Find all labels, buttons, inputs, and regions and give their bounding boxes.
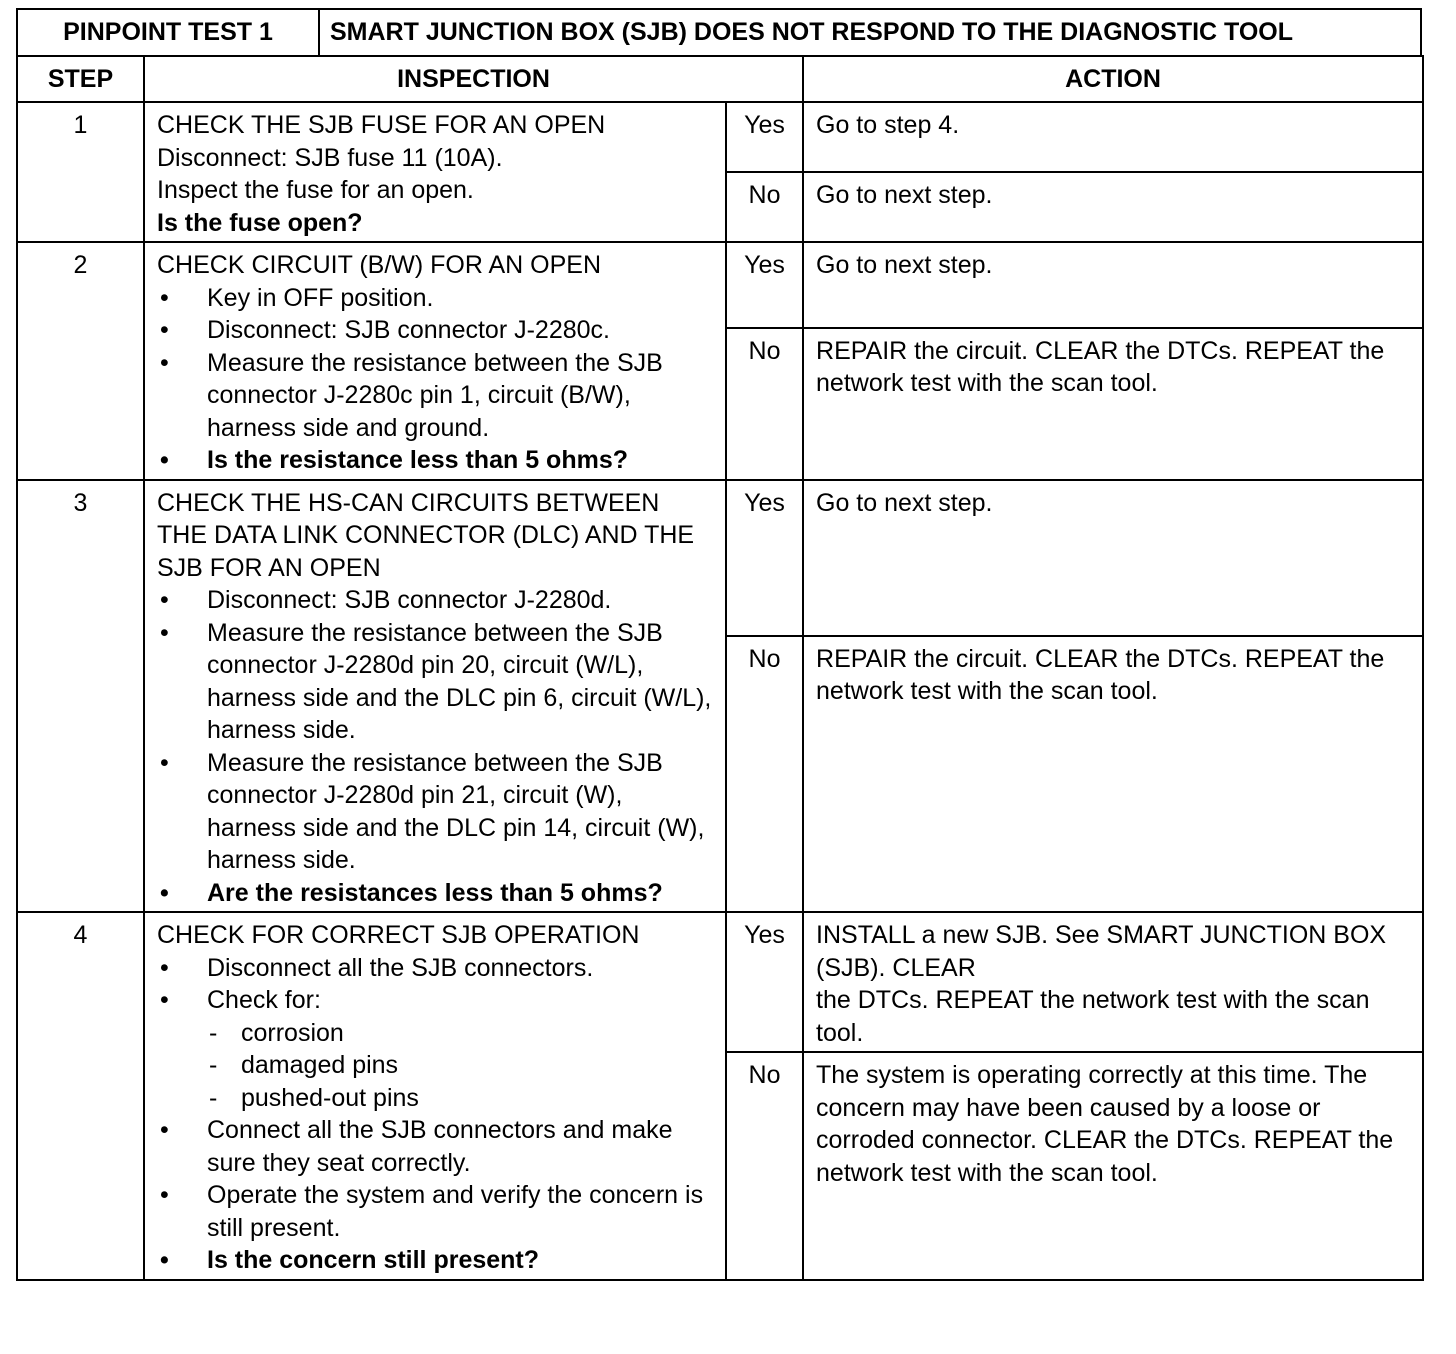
test-label: PINPOINT TEST 1 <box>18 10 320 55</box>
inspection-line: Inspect the fuse for an open. <box>157 176 474 204</box>
yes-action-line: the DTCs. REPEAT the network test with the scan tool. <box>816 986 1370 1047</box>
bullet-glyph: • <box>160 446 169 474</box>
dash-glyph: - <box>209 1051 218 1079</box>
list-item: • Operate the system and verify the concern is still present. <box>160 1181 704 1242</box>
inspection-line: Disconnect: SJB fuse 11 (10A). <box>157 143 503 172</box>
bullet-glyph: • <box>160 316 169 344</box>
inspection-bullet-list <box>157 1114 715 1277</box>
no-action: Go to next step. <box>803 172 1423 242</box>
no-label: No <box>726 1052 803 1280</box>
bullet-glyph: • <box>160 1246 169 1274</box>
yes-action <box>803 912 1423 1052</box>
header-bar <box>16 8 1422 57</box>
list-item: • Connect all the SJB connectors and make sure they seat correctly. <box>160 1116 673 1177</box>
no-action: REPAIR the circuit. CLEAR the DTCs. REPEAT the network test with the scan tool. <box>803 636 1423 912</box>
column-header-row <box>17 56 1423 102</box>
bullet-glyph: • <box>160 986 169 1014</box>
inspection-cell <box>144 102 726 242</box>
bullet-glyph: • <box>160 348 169 377</box>
bullet-glyph: • <box>160 586 169 614</box>
table-row <box>17 242 1423 328</box>
inspection-question: • Is the concern still present? <box>157 1244 715 1277</box>
yes-action: Go to next step. <box>803 480 1423 636</box>
pinpoint-test-document <box>16 8 1422 1281</box>
step-number: 4 <box>17 912 144 1280</box>
inspection-question: Is the fuse open? <box>157 208 363 237</box>
table-row <box>17 912 1423 1052</box>
no-label: No <box>726 636 803 912</box>
inspection-bullet-list <box>157 282 715 477</box>
inspection-title: CHECK CIRCUIT (B/W) FOR AN OPEN <box>157 251 602 279</box>
list-item: • Disconnect: SJB connector J-2280c. <box>157 314 715 347</box>
sub-item: - pushed-out pins <box>157 1082 715 1115</box>
sub-item: - damaged pins <box>157 1049 715 1082</box>
list-item: • Measure the resistance between the SJB connector J-2280d pin 20, circuit (W/L), harness side and the DLC pin 6, circuit (W/L), harness side. <box>160 618 712 744</box>
yes-label: Yes <box>726 102 803 172</box>
no-label: No <box>726 172 803 242</box>
dash-glyph: - <box>209 1083 218 1112</box>
list-item: • Disconnect: SJB connector J-2280d. <box>157 584 715 617</box>
inspection-question: • Are the resistances less than 5 ohms? <box>157 877 715 910</box>
list-item: • Measure the resistance between the SJB connector J-2280d pin 21, circuit (W), harness side and the DLC pin 14, circuit (W), harness side. <box>160 748 705 874</box>
yes-label: Yes <box>726 480 803 636</box>
bullet-glyph: • <box>160 878 169 907</box>
inspection-question: • Is the resistance less than 5 ohms? <box>157 444 715 477</box>
inspection-cell <box>144 242 726 480</box>
yes-action: Go to next step. <box>803 242 1423 328</box>
table-row <box>17 102 1423 172</box>
list-item: • Key in OFF position. <box>157 282 715 315</box>
step-number: 3 <box>17 480 144 913</box>
bullet-glyph: • <box>160 618 169 647</box>
sub-item: - corrosion <box>157 1017 715 1050</box>
inspection-bullet-list <box>157 584 715 909</box>
bullet-glyph: • <box>160 748 169 777</box>
inspection-title: CHECK FOR CORRECT SJB OPERATION <box>157 921 640 949</box>
yes-label: Yes <box>726 242 803 328</box>
inspection-cell <box>144 480 726 913</box>
test-title: SMART JUNCTION BOX (SJB) DOES NOT RESPOND TO THE DIAGNOSTIC TOOL <box>330 18 1294 46</box>
bullet-glyph: • <box>160 283 169 312</box>
list-item: • Measure the resistance between the SJB connector J-2280c pin 1, circuit (B/W), harness side and ground. <box>160 348 663 442</box>
list-item: • Disconnect all the SJB connectors. <box>157 952 715 985</box>
inspection-title: CHECK THE HS-CAN CIRCUITS BETWEEN THE DATA LINK CONNECTOR (DLC) AND THE SJB FOR AN OPEN <box>157 488 695 582</box>
column-header-step: STEP <box>17 56 144 102</box>
inspection-bullet-list <box>157 952 715 1017</box>
bullet-glyph: • <box>160 953 169 982</box>
bullet-glyph: • <box>160 1116 169 1144</box>
yes-action: Go to step 4. <box>803 102 1423 172</box>
bullet-glyph: • <box>160 1181 169 1209</box>
inspection-cell <box>144 912 726 1280</box>
no-action: REPAIR the circuit. CLEAR the DTCs. REPEAT the network test with the scan tool. <box>803 328 1423 480</box>
step-number: 1 <box>17 102 144 242</box>
inspection-title: CHECK THE SJB FUSE FOR AN OPEN <box>157 111 606 139</box>
no-label: No <box>726 328 803 480</box>
column-header-action: ACTION <box>803 56 1423 102</box>
dash-glyph: - <box>209 1018 218 1047</box>
no-action: The system is operating correctly at this time. The concern may have been caused by a loose or corroded connector. CLEAR the DTCs. REPEAT the network test with the scan tool. <box>803 1052 1423 1280</box>
yes-action-line: INSTALL a new SJB. See SMART JUNCTION BOX (SJB). CLEAR <box>816 921 1387 982</box>
step-number: 2 <box>17 242 144 480</box>
yes-label: Yes <box>726 912 803 1052</box>
column-header-inspection: INSPECTION <box>144 56 803 102</box>
pinpoint-table <box>16 55 1424 1281</box>
table-row <box>17 480 1423 636</box>
list-item: • Check for: <box>157 984 715 1017</box>
